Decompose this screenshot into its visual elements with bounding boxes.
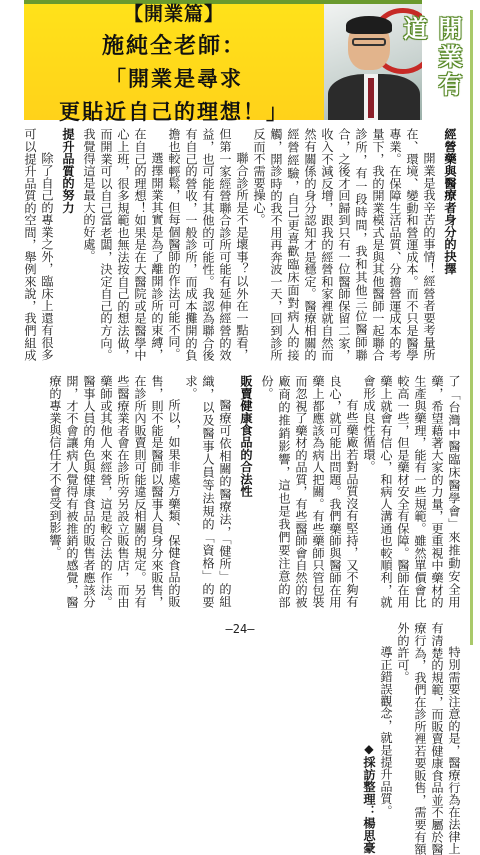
paragraph-4: 除了自己的專業之外，臨床上還有很多可以提升品質的空間，舉例來說，我們組成了「台灣中醫臨床醫學會」來推動安全用藥，希望藉著大家的力量，更重視中藥材的生產與藥理，能有一些規範。雖然單價會比較高一些，但是藥材安全有保障。醫師在用藥上就會有信心，和病人溝通也較順利，就會形成良性循環。 bbox=[23, 128, 461, 608]
paragraph-8: 特別需要注意的是，醫療行為在法律上有清楚的規範，而販賣健康食品並不屬於醫療行為，我們在診所裡若要販售，需要有額外的許可。 bbox=[396, 622, 461, 855]
paragraph-2: 聯合診所是不是壞事？以外在一點看，但第一家經營聯合診所可能有延伸經營的效益，也可能有其他的可能性。我認為聯合後有自己的營收，一般診所，而成本攤開的負擔也較輕鬆，但每個醫師的作法可能不同。 bbox=[167, 128, 249, 361]
paragraph-1: 開業是我辛苦的事情！經營者要考量所在、環境、變動和營運成本。而不只是醫學專業。在保障生活品質、分擔營運成本的考量下，我的開業模式是與其他醫師一起聯合診所，有一段時間，我和其他三位醫師聯合，之後才回歸到只有一位醫師保留二家，收入不減反增，跟我的經營和家裡就自然而然有關係的身分認知才是穩定。醫療相關的經營經驗，自己更喜歡臨床面對病人的接觸，開診時的我不用再奔波一天，回到診所反而不需要操心。 bbox=[252, 128, 436, 361]
portrait-tie bbox=[368, 78, 374, 118]
subheading-1: 經營藥與醫療者身分的抉擇 bbox=[443, 128, 457, 275]
paragraph-7: 所以，如果非處方藥類、保健食品的販售，則不能是醫師以醫事人員身分來販售，在診所內販賣則可能違反相關的規定。另有些醫療業者會在診所旁另設立販售店，而由藥師或其他人來經營，這是較合法的作法。醫事人員的角色與健康食品的販售者應該分開，才不會讓病人覺得有被推銷的感覺，醫療的專業與信任才不會受到影響。 bbox=[48, 375, 181, 608]
paragraph-3: 選擇開業其實是為了離開診所的束縛，在自己的理想！如果是在大醫院或是醫學中心上班，很多規範也無法按自己的想法做，而開業可以自己當老闆，決定自己的方向。我覺得這是最大的好處。 bbox=[82, 128, 164, 361]
title-line-2: 施純全老師： bbox=[101, 33, 246, 59]
subheading-2: 提升品質的努力 bbox=[61, 128, 75, 214]
page-number: —24— bbox=[225, 622, 255, 636]
paragraph-6: 醫療可依相關的醫療法，「健所」的組織，以及醫事人員等法規的「資格」的要求。 bbox=[184, 375, 232, 608]
title-line-1: 【開業篇】 bbox=[123, 2, 224, 25]
section-tag: 開業有道 bbox=[399, 16, 462, 100]
portrait-glasses bbox=[352, 38, 386, 46]
article-title bbox=[24, 2, 324, 124]
title-line-3: 「開業是尋求 bbox=[105, 66, 243, 91]
title-line-4: 更貼近自己的理想！」 bbox=[59, 99, 289, 124]
portrait-hair bbox=[346, 16, 392, 34]
paragraph-5: 有些藥廠若對品質沒有堅持，又不夠有良心，就可能出問題。我們藥師與醫師在用藥上都應該為病人把關。有些藥師只管包裝而忽視了藥材的品質，有些醫師會自然的被廠商的推銷影響，這也是我們要注意的部份。 bbox=[260, 375, 359, 608]
paragraph-9: 導正錯誤觀念，就是提升品質。 bbox=[379, 646, 393, 818]
byline: ◆採訪整理：楊思豪 bbox=[362, 742, 376, 854]
subheading-3: 販賣健康食品的合法性 bbox=[239, 375, 253, 497]
side-divider bbox=[470, 10, 473, 645]
article-header bbox=[24, 0, 422, 124]
